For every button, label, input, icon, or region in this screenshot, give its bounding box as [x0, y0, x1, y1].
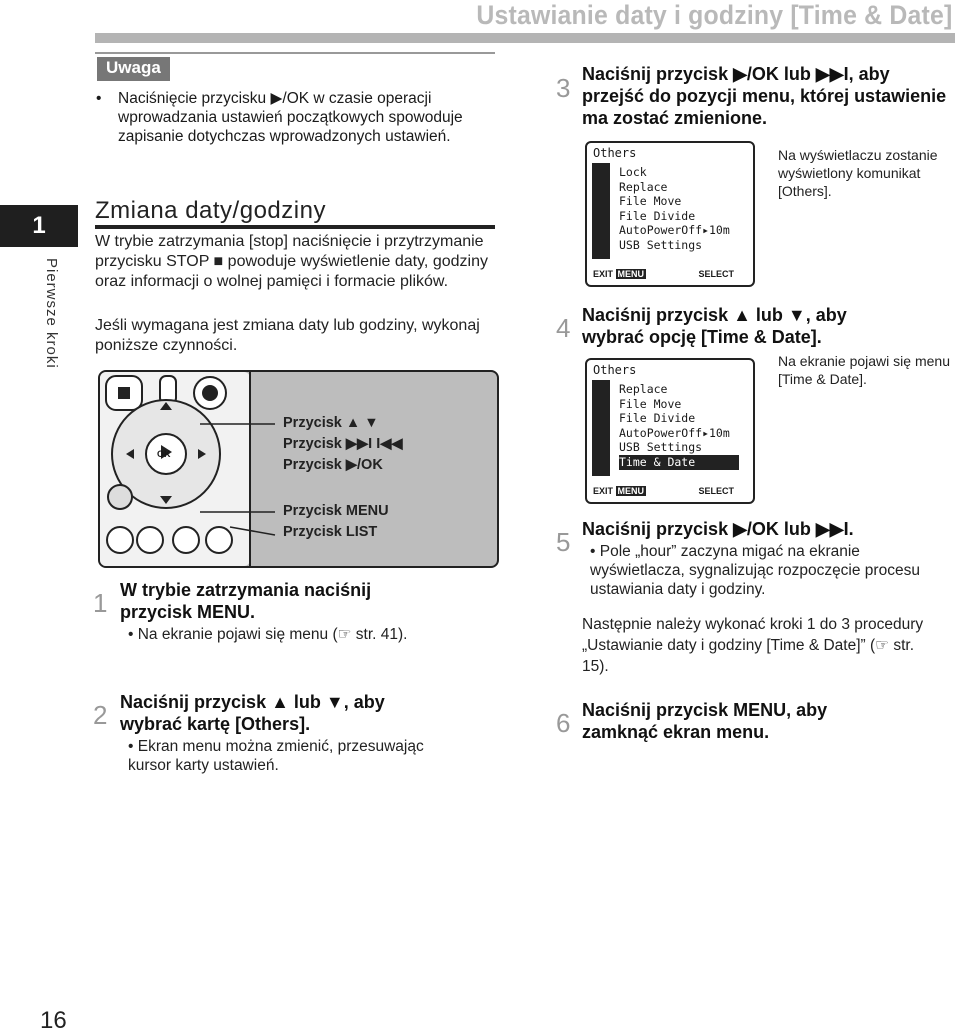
chapter-number-badge: 1: [0, 205, 78, 247]
header-bar: [95, 33, 955, 43]
step-2-note: • Ekran menu można zmienić, przesuwając kursor karty ustawień.: [128, 738, 424, 774]
screen2-items: [619, 382, 739, 470]
menu-screen-others: [585, 141, 755, 287]
step-4-number: 4: [556, 313, 571, 343]
screen2-item: File Move: [619, 396, 682, 411]
label-list: Przycisk LIST: [283, 524, 378, 540]
section-paragraph-2: Jeśli wymagana jest zmiana daty lub godziny, wykonaj poniższe czynności.: [95, 317, 480, 354]
screen1-item: AutoPowerOff▸10m: [619, 223, 730, 238]
step-5-title: Naciśnij przycisk ▶/OK lub ▶▶I.: [582, 519, 854, 539]
step-3-title: Naciśnij przycisk ▶/OK lub ▶▶I, aby przejść do pozycji menu, której ustawienie ma zostać zmienione.: [582, 64, 947, 128]
step-6-number: 6: [556, 708, 571, 738]
stop-icon: [118, 387, 130, 399]
section-title: Zmiana daty/godziny: [95, 197, 326, 224]
label-menu: Przycisk MENU: [283, 503, 389, 519]
step-1-title: W trybie zatrzymania naciśnij przycisk MENU.: [120, 580, 372, 622]
step-5-followup: Następnie należy wykonać kroki 1 do 3 procedury „Ustawianie daty i godziny [Time & Date]” (☞ str. 15).: [582, 616, 924, 675]
page-number: 16: [40, 1007, 67, 1034]
section-paragraph-1: W trybie zatrzymania [stop] naciśnięcie i przytrzymanie przycisku STOP ■ powoduje wyświetlenie daty, godziny oraz informacji o wolnej pamięci i formacie plików.: [95, 233, 488, 290]
step-1-number: 1: [93, 588, 108, 618]
screen1-items: [619, 165, 730, 253]
step-6-title: Naciśnij przycisk MENU, aby zamknąć ekran menu.: [582, 700, 828, 742]
ab-repeat-button: [137, 527, 163, 553]
screen2-item-selected: Time & Date: [619, 455, 739, 470]
step-4-title: Naciśnij przycisk ▲ lub ▼, aby wybrać opcję [Time & Date].: [582, 305, 847, 347]
screen2-item: Replace: [619, 382, 668, 396]
step-5-number: 5: [556, 527, 571, 557]
step-5-note: • Pole „hour” zaczyna migać na ekranie wyświetlacza, sygnalizując rozpoczęcie procesu ustawiania daty i godziny.: [590, 543, 920, 598]
screen1-item: USB Settings: [619, 237, 703, 252]
screen1-tab: Others: [593, 146, 637, 160]
menu-button: [173, 527, 199, 553]
screen2-item: File Divide: [619, 411, 696, 426]
screen1-item: File Divide: [619, 208, 696, 223]
label-play-ok: Przycisk ▶/OK: [283, 457, 383, 473]
screen1-menu-key: MENU: [617, 269, 645, 279]
screen1-item: Replace: [619, 179, 668, 194]
fn-button: [107, 527, 133, 553]
record-icon: [202, 385, 218, 401]
screen1-footer: EXIT MENU SELECT: [593, 269, 735, 279]
chapter-label: Pierwsze kroki: [43, 258, 60, 369]
step-2-title: Naciśnij przycisk ▲ lub ▼, aby wybrać kartę [Others].: [120, 692, 385, 734]
ok-label: OK: [157, 449, 171, 459]
screen2-footer: EXIT MENU SELECT: [593, 486, 735, 496]
screen2-tab-icons: [592, 380, 610, 476]
screen1-item: File Move: [619, 194, 682, 209]
device-labels-menu: [283, 501, 389, 543]
device-labels-nav: [283, 413, 403, 476]
screen2-item: USB Settings: [619, 440, 703, 455]
step-1-note: • Na ekranie pojawi się menu (☞ str. 41).: [128, 626, 408, 643]
list-button: [206, 527, 232, 553]
screen2-menu-key: MENU: [617, 486, 645, 496]
menu-screen-time-date: [585, 358, 755, 504]
note-bullet: •: [96, 90, 102, 107]
erase-button: [108, 485, 132, 509]
step-2-number: 2: [93, 700, 108, 730]
note-badge: Uwaga: [97, 57, 170, 81]
section-rule: [95, 225, 495, 229]
page-header-title: Ustawianie daty i godziny [Time & Date]: [475, 0, 952, 30]
step-3-number: 3: [556, 73, 571, 103]
note-body: Naciśnięcie przycisku ▶/OK w czasie operacji wprowadzania ustawień początkowych spowoduje zapisanie dotychczas wprowadzonych ustawień.: [118, 90, 463, 145]
screen2-item: AutoPowerOff▸10m: [619, 425, 730, 440]
screen2-tab: Others: [593, 363, 637, 377]
screen2-caption: Na ekranie pojawi się menu [Time & Date].: [778, 353, 950, 387]
screen1-caption: Na wyświetlaczu zostanie wyświetlony komunikat [Others].: [778, 147, 938, 199]
screen1-item: Lock: [619, 165, 647, 179]
label-up-down: Przycisk ▲ ▼: [283, 415, 379, 431]
label-skip: Przycisk ▶▶I I◀◀: [283, 436, 403, 452]
note-rule: [95, 52, 495, 54]
screen1-tab-icons: [592, 163, 610, 259]
